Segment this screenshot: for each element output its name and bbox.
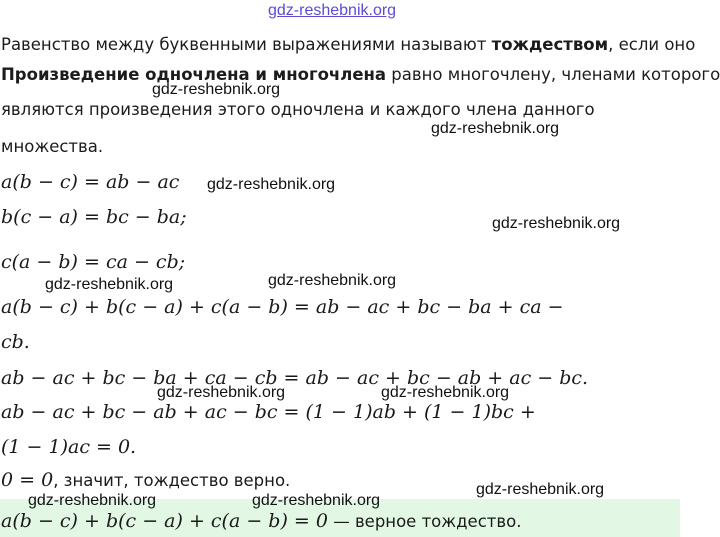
equation-8: (1 − 1)ac = 0.	[1, 436, 137, 458]
paragraph-identity-definition	[1, 35, 695, 55]
watermark-label: gdz-reshebnik.org	[492, 215, 621, 232]
watermark-label: gdz-reshebnik.org	[152, 81, 281, 98]
term-identity: тождеством	[491, 35, 609, 54]
paragraph-product-rule	[1, 65, 720, 85]
watermark-label: gdz-reshebnik.org	[157, 384, 286, 401]
equation-9-text: , значит, тождество верно.	[53, 471, 291, 490]
watermark-label: gdz-reshebnik.org	[268, 272, 397, 289]
watermark-label: gdz-reshebnik.org	[252, 492, 381, 509]
equation-7: ab − ac + bc − ab + ac − bc = (1 − 1)ab + (1 − 1)bc +	[1, 401, 536, 423]
answer-math: a(b − c) + b(c − a) + c(a − b) = 0	[1, 510, 328, 532]
watermark-label: gdz-reshebnik.org	[431, 120, 560, 137]
equation-6: ab − ac + bc − ba + ca − cb = ab − ac + bc − ab + ac − bc.	[1, 367, 589, 389]
answer-text: — верное тождество.	[327, 512, 522, 531]
watermark-label: gdz-reshebnik.org	[476, 481, 605, 498]
equation-1: a(b − c) = ab − ac	[1, 171, 180, 193]
watermark-label: gdz-reshebnik.org	[45, 276, 174, 293]
rule-text: равно многочлену, членами которого	[386, 65, 720, 84]
equation-5: cb.	[1, 331, 30, 353]
equation-3: c(a − b) = ca − cb;	[1, 251, 186, 273]
answer-line	[1, 509, 521, 534]
paragraph-rule-end: множества.	[1, 137, 104, 156]
watermark-label: gdz-reshebnik.org	[207, 176, 336, 193]
term-product-monomial-polynomial: Произведение одночлена и многочлена	[1, 65, 387, 84]
equation-9-math: 0 = 0	[1, 469, 54, 491]
definition-text-start: Равенство между буквенными выражениями называют	[1, 35, 492, 54]
paragraph-rule-continuation: являются произведения этого одночлена и каждого члена данного	[1, 100, 595, 119]
definition-text-end: , если оно	[608, 35, 696, 54]
watermark-label: gdz-reshebnik.org	[28, 492, 157, 509]
watermark-label: gdz-reshebnik.org	[381, 384, 510, 401]
equation-4: a(b − c) + b(c − a) + c(a − b) = ab − ac + bc − ba + ca −	[1, 296, 564, 318]
watermark-top-link[interactable]: gdz-reshebnik.org	[268, 2, 397, 19]
equation-2: b(c − a) = bc − ba;	[1, 206, 187, 228]
equation-9	[1, 468, 290, 493]
